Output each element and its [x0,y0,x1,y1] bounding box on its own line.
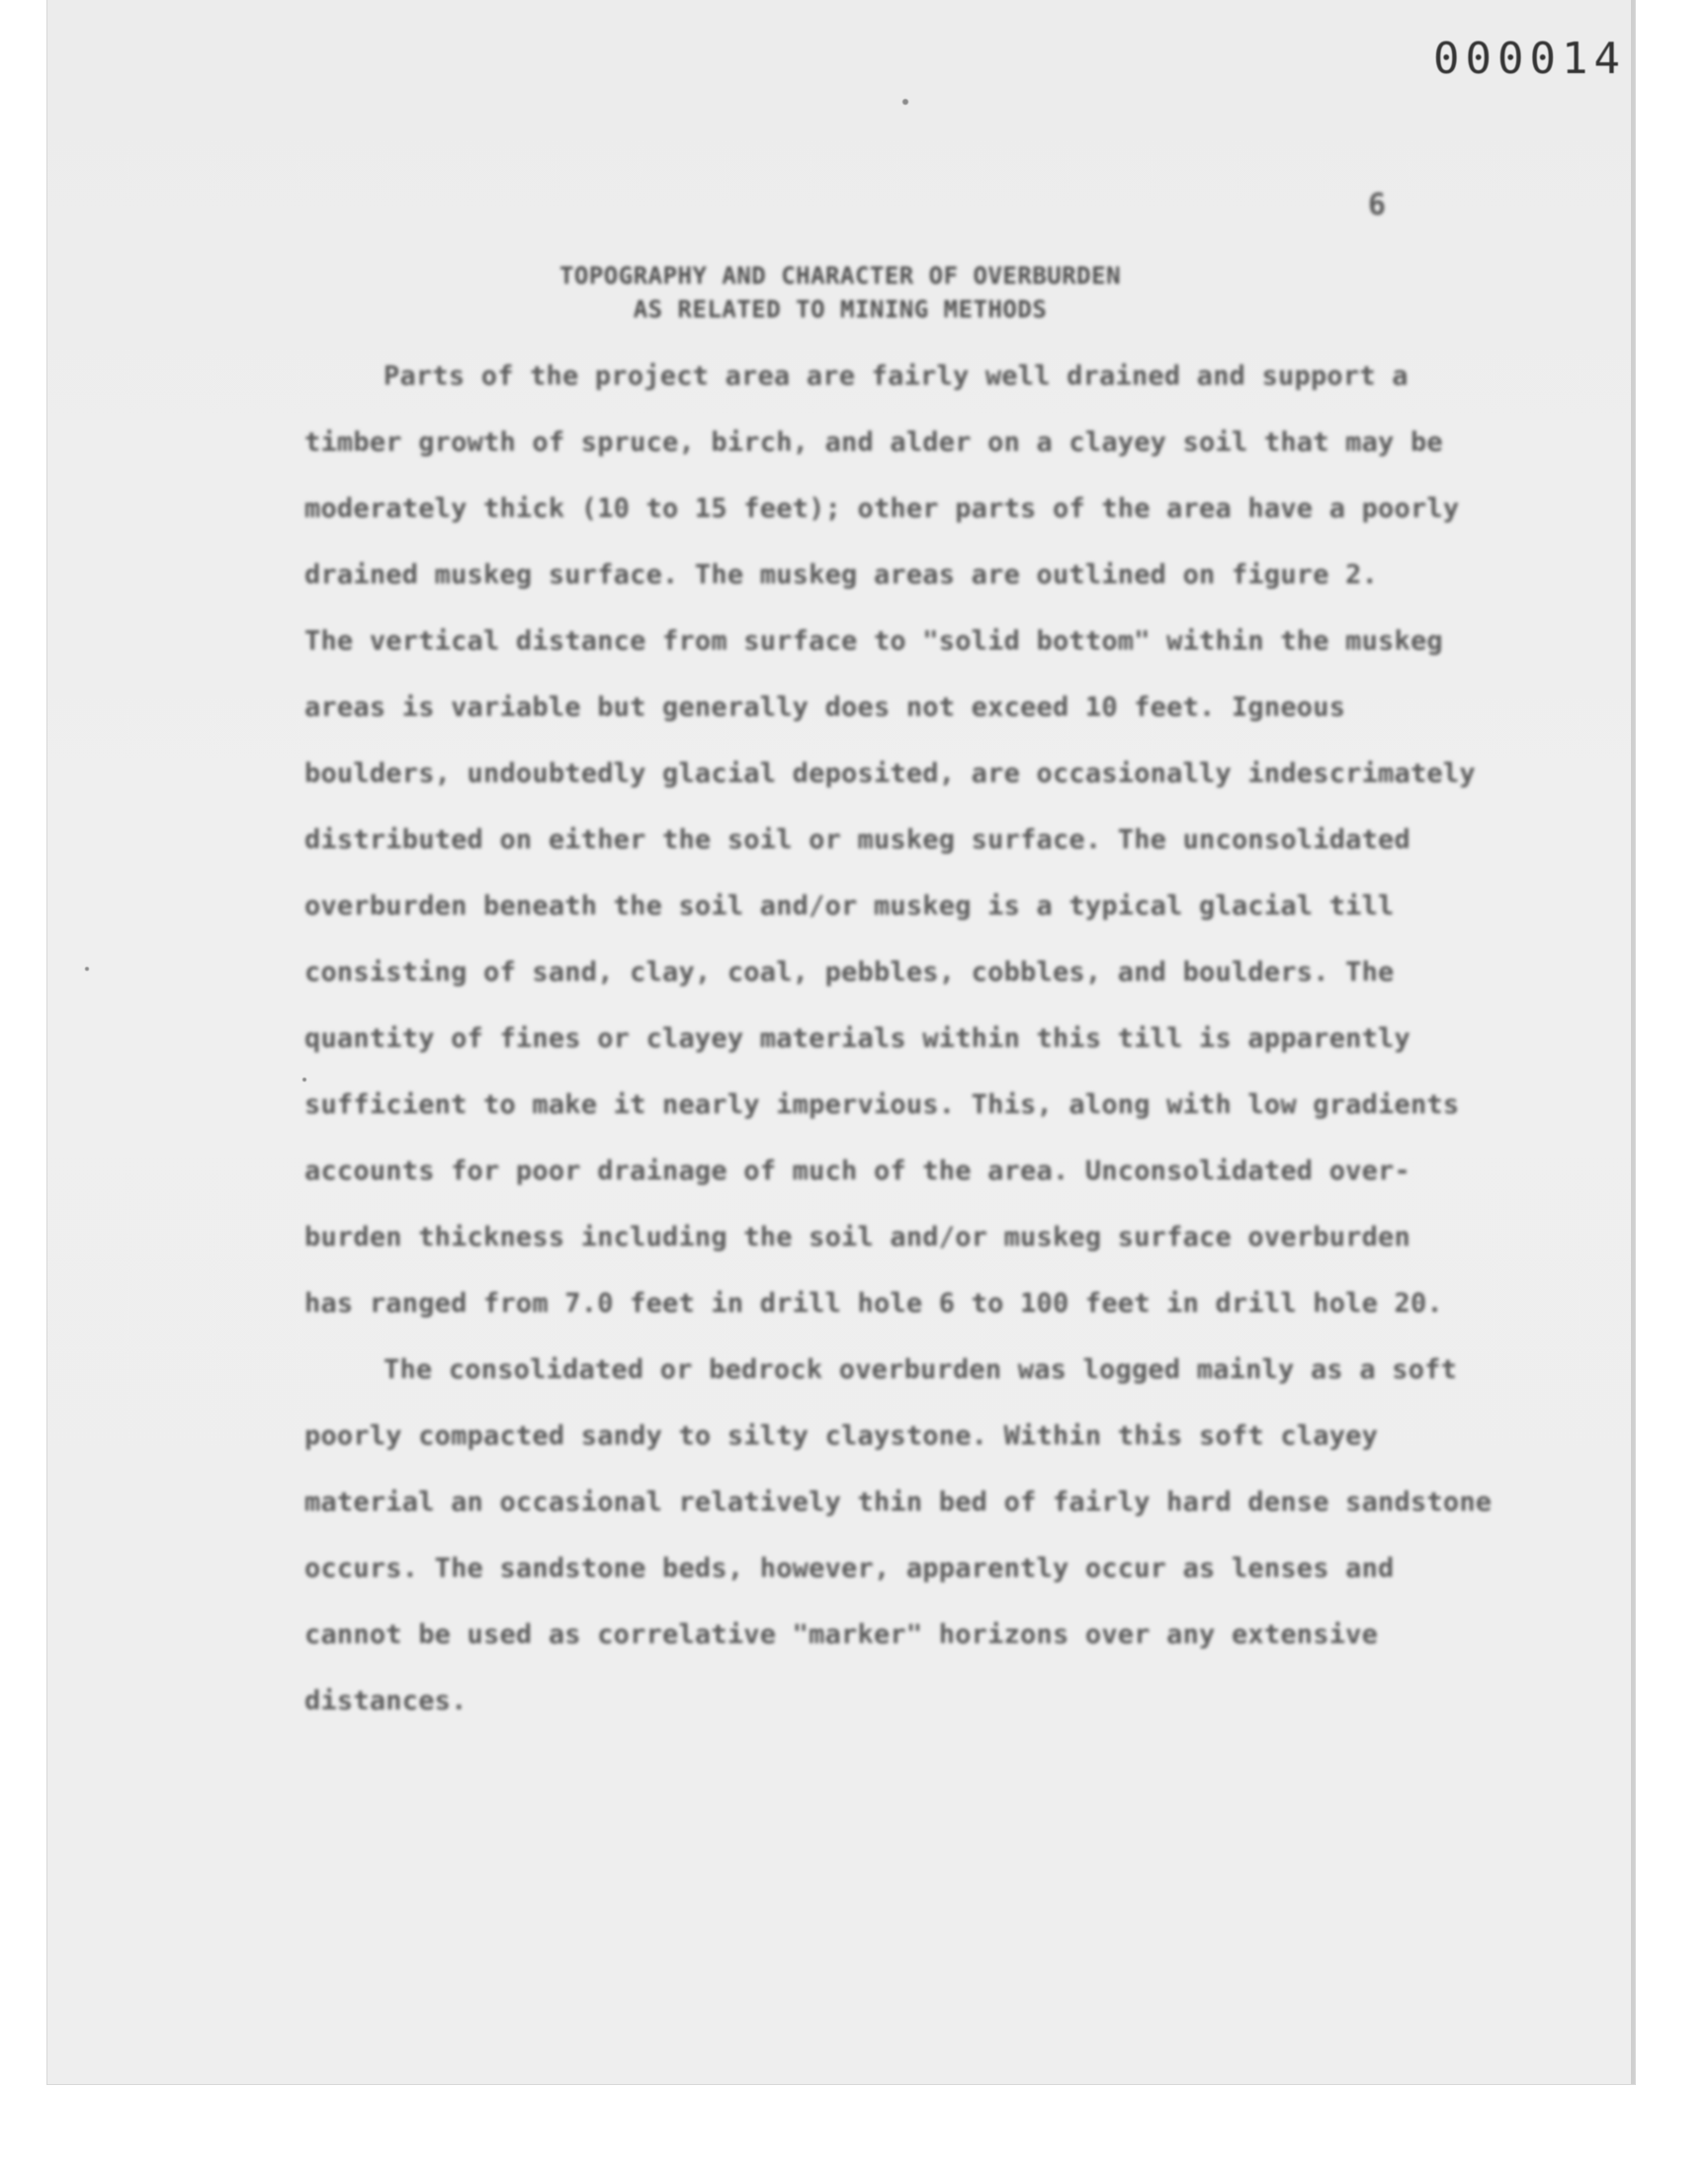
heading-line: AS RELATED TO MINING METHODS [633,296,1048,323]
speck-mark [85,967,89,971]
paragraph-line: burden thickness including the soil and/or muskeg surface overburden [304,1222,1410,1253]
page-edge-shadow [1631,0,1635,2084]
paragraph-line: The vertical distance from surface to "solid bottom" within the muskeg [304,626,1443,656]
paragraph-line: moderately thick (10 to 15 feet); other parts of the area have a poorly [304,493,1460,524]
paragraph-line: timber growth of spruce, birch, and alder on a clayey soil that may be [304,427,1443,458]
paragraph-line: accounts for poor drainage of much of the area. Unconsolidated over- [304,1156,1410,1186]
paragraph-line: distributed on either the soil or muskeg surface. The unconsolidated [304,825,1410,855]
speck-mark [902,99,908,105]
paragraph-line: distances. [304,1686,468,1716]
paragraph-line: cannot be used as correlative "marker" horizons over any extensive [304,1619,1379,1650]
paragraph-line: The consolidated or bedrock overburden was logged mainly as a soft [384,1354,1458,1385]
paragraph-line: boulders, undoubtedly glacial deposited, are occasionally indescrimately [304,758,1476,789]
document-number: 000014 [1433,34,1626,84]
paragraph-line: overburden beneath the soil and/or muskeg is a typical glacial till [304,891,1395,921]
page-number: 6 [1368,188,1387,222]
paragraph-line: consisting of sand, clay, coal, pebbles, cobbles, and boulders. The [304,957,1395,988]
paragraph-line: Parts of the project area are fairly well drained and support a [384,361,1409,392]
body-text [304,352,1510,1743]
paragraph-line: occurs. The sandstone beds, however, apparently occur as lenses and [304,1553,1395,1584]
paragraph-line: poorly compacted sandy to silty claystone. Within this soft clayey [304,1421,1379,1451]
section-heading [297,259,1384,326]
paragraph-line: quantity of fines or clayey materials within this till is apparently [304,1023,1410,1054]
paragraph-line: material an occasional relatively thin bed of fairly hard dense sandstone [304,1487,1493,1518]
paragraph-line: has ranged from 7.0 feet in drill hole 6 to 100 feet in drill hole 20. [304,1288,1443,1319]
paragraph-line: drained muskeg surface. The muskeg areas are outlined on figure 2. [304,560,1379,590]
paragraph-line: sufficient to make it nearly impervious. This, along with low gradients [304,1089,1460,1120]
paragraph-line: areas is variable but generally does not exceed 10 feet. Igneous [304,692,1346,723]
heading-line: TOPOGRAPHY AND CHARACTER OF OVERBURDEN [558,262,1122,290]
